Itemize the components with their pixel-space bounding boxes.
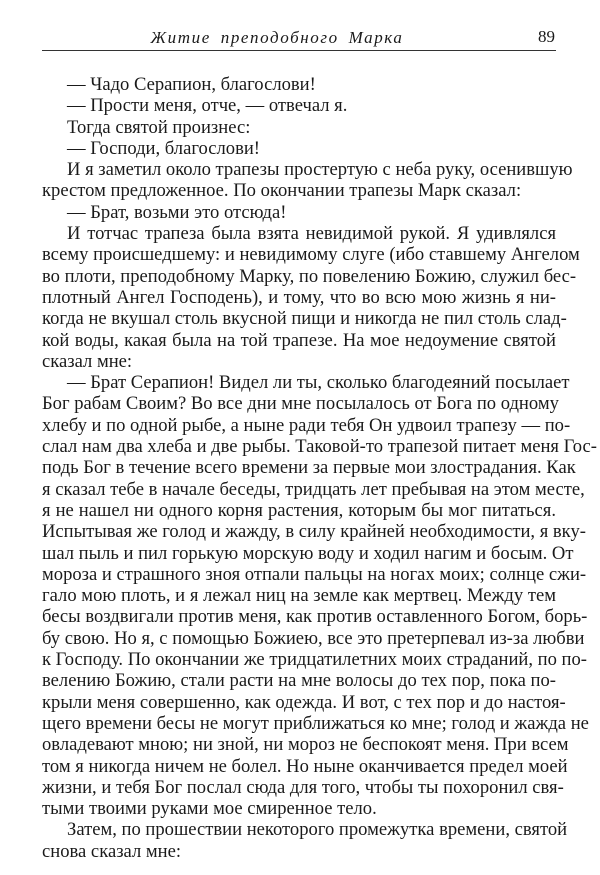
text-line: — Брат Серапион! Видел ли ты, сколько благодеяний посылает xyxy=(67,372,570,394)
text-line: снова сказал мне: xyxy=(42,840,182,862)
page-number: 89 xyxy=(538,27,555,46)
text-line: слал нам два хлеба и две рыбы. Таковой-то трапезой питает меня Гос- xyxy=(42,436,597,458)
text-line: овладевают мною; ни зной, ни мороз не беспокоят меня. При всем xyxy=(42,734,569,756)
text-line: Тогда святой произнес: xyxy=(67,116,251,138)
text-line: — Господи, благослови! xyxy=(67,137,260,159)
text-line: я сказал тебе в начале беседы, тридцать лет пребывая на этом месте, xyxy=(42,478,585,500)
running-head xyxy=(42,26,556,51)
running-title: Житие преподобного Марка xyxy=(150,28,404,47)
text-line: Бог рабам Своим? Во все дни мне посылалось от Бога по одному xyxy=(42,393,559,415)
text-line: велению Божию, стали расти на мне волосы до тех пор, пока по- xyxy=(42,670,556,692)
text-line: — Прости меня, отче, — отвечал я. xyxy=(67,95,348,117)
body-text xyxy=(42,74,597,862)
text-line: когда не вкушал столь вкусной пищи и никогда не пил столь слад- xyxy=(42,308,567,330)
text-line: щего времени бесы не могут приближаться ко мне; голод и жажда не xyxy=(42,712,589,734)
text-line: мороза и страшного зноя отпали пальцы на ногах моих; солнце сжи- xyxy=(42,563,587,585)
text-line: — Брат, возьми это отсюда! xyxy=(67,201,287,223)
text-line: подь Бог в течение всего времени за первые мои злострадания. Как xyxy=(42,457,576,479)
text-line: плотный Ангел Господень), и тому, что во всю мою жизнь я ни- xyxy=(42,286,556,308)
text-line: во плоти, преподобному Марку, по повелению Божию, служил бес- xyxy=(42,265,577,287)
text-line: Испытывая же голод и жажду, в силу крайней необходимости, я вку- xyxy=(42,521,586,543)
text-line: жизни, и тебя Бог послал сюда для того, чтобы ты похоронил свя- xyxy=(42,776,564,798)
text-line: крестом предложенное. По окончании трапезы Марк сказал: xyxy=(42,180,522,202)
text-line: хлебу и по одной рыбе, а ныне ради тебя Он удвоил трапезу — по- xyxy=(42,414,571,436)
text-line: шал пыль и пил горькую морскую воду и ходил нагим и босым. От xyxy=(42,542,574,564)
text-line: бесы воздвигали против меня, как против оставленного Богом, борь- xyxy=(42,606,588,628)
text-line: И тотчас трапеза была взята невидимой рукой. Я удивлялся xyxy=(67,223,556,245)
text-line: я не нашел ни одного корня растения, которым бы мог питаться. xyxy=(42,499,556,521)
text-line: И я заметил около трапезы простертую с неба руку, осенившую xyxy=(67,159,573,181)
text-line: тыми твоими руками мое смиренное тело. xyxy=(42,798,377,820)
text-line: Затем, по прошествии некоторого промежутка времени, святой xyxy=(67,819,568,841)
text-line: всему происшедшему: и невидимому слуге (ибо ставшему Ангелом xyxy=(42,244,580,266)
text-line: к Господу. По окончании же тридцатилетних моих страданий, по по- xyxy=(42,649,588,671)
text-line: кой воды, какая была на той трапезе. На мое недоумение святой xyxy=(42,329,556,351)
text-line: — Чадо Серапион, благослови! xyxy=(67,74,316,95)
text-line: бу свою. Но я, с помощью Божиею, все это претерпевал из-за любви xyxy=(42,627,585,649)
text-line: крыли меня совершенно, как одежда. И вот, с тех пор и до настоя- xyxy=(42,691,566,713)
text-line: том я никогда ничем не болел. Но ныне оканчивается предел моей xyxy=(42,755,568,777)
text-line: сказал мне: xyxy=(42,350,133,372)
text-line: гало мою плоть, и я лежал ниц на земле как мертвец. Между тем xyxy=(42,585,556,607)
